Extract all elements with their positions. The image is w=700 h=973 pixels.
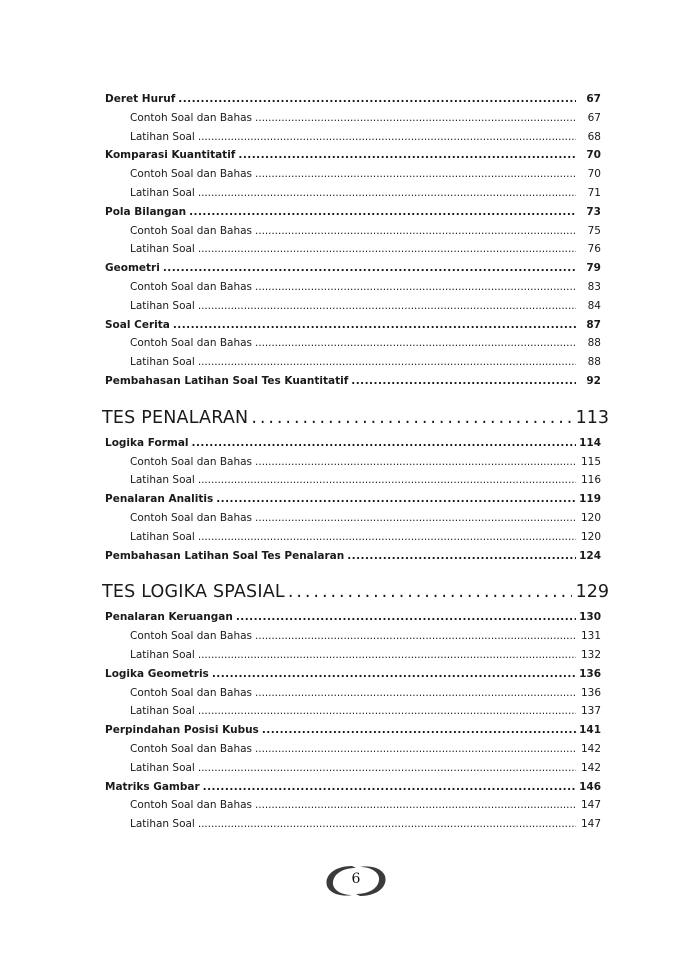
dot-leader xyxy=(255,334,576,353)
toc-entry-title: Komparasi Kuantitatif xyxy=(105,149,236,162)
dot-leader xyxy=(255,222,576,241)
toc-sub-entry xyxy=(105,128,601,147)
toc-entry-page-number: 113 xyxy=(575,407,609,428)
dot-leader xyxy=(198,759,576,778)
toc-entry-title: Matriks Gambar xyxy=(105,780,200,793)
dot-leader xyxy=(255,796,576,815)
toc-sub-entry xyxy=(105,109,601,128)
toc-entry-title: Contoh Soal dan Bahas xyxy=(130,455,253,468)
toc-entry-title: Pembahasan Latihan Soal Tes Kuantitatif xyxy=(105,374,349,387)
dot-leader xyxy=(198,297,576,316)
toc-sub-entry xyxy=(105,796,601,815)
toc-entry-page-number: 73 xyxy=(586,205,601,218)
toc-sub-entry xyxy=(105,684,601,703)
toc-entry-title: Latihan Soal xyxy=(130,818,195,831)
toc-entry-page-number: 79 xyxy=(586,262,601,275)
toc-entry-title: Contoh Soal dan Bahas xyxy=(130,630,253,643)
toc-entry-page-number: 115 xyxy=(580,455,601,468)
dot-leader xyxy=(238,146,576,165)
toc-entry-title: Perpindahan Posisi Kubus xyxy=(105,724,259,737)
toc-entry-page-number: 70 xyxy=(587,168,601,181)
toc-entry-title: Latihan Soal xyxy=(130,356,195,369)
toc-entry-page-number: 136 xyxy=(580,686,601,699)
dot-leader xyxy=(173,316,576,335)
toc-entry-title: Latihan Soal xyxy=(130,186,195,199)
toc-entry-page-number: 87 xyxy=(586,318,601,331)
toc-entry-page-number: 116 xyxy=(580,474,601,487)
toc-chapter-entry xyxy=(102,404,609,432)
dot-leader xyxy=(255,109,576,128)
dot-leader xyxy=(198,184,576,203)
dot-leader xyxy=(351,372,576,391)
dot-leader xyxy=(216,490,576,509)
toc-entry-page-number: 120 xyxy=(580,530,601,543)
toc-entry-page-number: 92 xyxy=(586,374,601,387)
table-of-contents xyxy=(102,90,609,834)
toc-entry-title: Contoh Soal dan Bahas xyxy=(130,511,253,524)
dot-leader xyxy=(255,509,576,528)
dot-leader xyxy=(288,578,572,606)
toc-sub-entry xyxy=(105,222,601,241)
toc-sub-entry xyxy=(105,646,601,665)
toc-sub-entry xyxy=(105,353,601,372)
toc-entry-page-number: 83 xyxy=(587,280,601,293)
toc-sub-entry xyxy=(105,334,601,353)
toc-entry-title: Contoh Soal dan Bahas xyxy=(130,799,253,812)
toc-entry-page-number: 88 xyxy=(587,337,601,350)
dot-leader xyxy=(198,815,576,834)
dot-leader xyxy=(198,702,576,721)
toc-entry-title: Pola Bilangan xyxy=(105,205,187,218)
toc-entry-page-number: 142 xyxy=(580,761,601,774)
chapter-spacer xyxy=(105,391,601,404)
dot-leader xyxy=(255,684,576,703)
toc-sub-entry xyxy=(105,702,601,721)
toc-entry-title: Latihan Soal xyxy=(130,130,195,143)
toc-entry-page-number: 136 xyxy=(579,667,601,680)
dot-leader xyxy=(198,646,576,665)
toc-entry-title: Latihan Soal xyxy=(130,530,195,543)
toc-entry-page-number: 141 xyxy=(579,724,601,737)
toc-section-entry xyxy=(105,778,601,797)
toc-section-entry xyxy=(105,547,601,566)
toc-section-entry xyxy=(105,90,601,109)
toc-section-entry xyxy=(105,721,601,740)
dot-leader xyxy=(198,353,576,372)
toc-entry-title: Contoh Soal dan Bahas xyxy=(130,168,253,181)
dot-leader xyxy=(212,665,576,684)
toc-entry-title: Geometri xyxy=(105,262,160,275)
toc-entry-title: Deret Huruf xyxy=(105,93,176,105)
toc-entry-title: Soal Cerita xyxy=(105,318,170,331)
toc-entry-page-number: 67 xyxy=(587,111,601,124)
toc-entry-page-number: 130 xyxy=(579,611,601,624)
dot-leader xyxy=(203,778,576,797)
page-footer xyxy=(322,862,390,900)
dot-leader xyxy=(192,434,576,453)
dot-leader xyxy=(178,90,576,109)
toc-entry-title: Latihan Soal xyxy=(130,243,195,256)
toc-sub-entry xyxy=(105,240,601,259)
toc-entry-title: Penalaran Keruangan xyxy=(105,611,233,624)
toc-entry-title: Contoh Soal dan Bahas xyxy=(130,742,253,755)
toc-entry-title: Contoh Soal dan Bahas xyxy=(130,280,253,293)
toc-entry-title: Latihan Soal xyxy=(130,648,195,661)
toc-sub-entry xyxy=(105,165,601,184)
dot-leader xyxy=(163,259,576,278)
toc-entry-page-number: 68 xyxy=(587,130,601,143)
toc-entry-page-number: 142 xyxy=(580,742,601,755)
dot-leader xyxy=(198,528,576,547)
toc-entry-title: Contoh Soal dan Bahas xyxy=(130,686,253,699)
chapter-spacer xyxy=(105,565,601,578)
toc-sub-entry xyxy=(105,471,601,490)
dot-leader xyxy=(347,547,576,566)
toc-sub-entry xyxy=(105,740,601,759)
toc-section-entry xyxy=(105,434,601,453)
toc-sub-entry xyxy=(105,759,601,778)
toc-entry-page-number: 132 xyxy=(580,648,601,661)
toc-chapter-entry xyxy=(102,578,609,606)
toc-entry-page-number: 114 xyxy=(579,436,601,449)
toc-entry-title: Logika Geometris xyxy=(105,667,209,680)
toc-entry-title: Latihan Soal xyxy=(130,705,195,718)
dot-leader xyxy=(255,278,576,297)
toc-entry-page-number: 119 xyxy=(579,493,601,506)
dot-leader xyxy=(198,471,576,490)
toc-section-entry xyxy=(105,203,601,222)
toc-sub-entry xyxy=(105,453,601,472)
toc-section-entry xyxy=(105,490,601,509)
toc-sub-entry xyxy=(105,297,601,316)
toc-entry-title: Penalaran Analitis xyxy=(105,493,214,506)
toc-entry-title: Logika Formal xyxy=(105,436,189,449)
toc-entry-page-number: 75 xyxy=(587,224,601,237)
toc-sub-entry xyxy=(105,509,601,528)
toc-section-entry xyxy=(105,316,601,335)
toc-section-entry xyxy=(105,259,601,278)
dot-leader xyxy=(255,740,576,759)
toc-entry-page-number: 147 xyxy=(580,799,601,812)
dot-leader xyxy=(255,627,576,646)
toc-entry-title: TES PENALARAN xyxy=(102,407,249,428)
toc-entry-page-number: 146 xyxy=(579,780,601,793)
toc-entry-title: Contoh Soal dan Bahas xyxy=(130,224,253,237)
dot-leader xyxy=(198,128,576,147)
dot-leader xyxy=(198,240,576,259)
toc-entry-page-number: 137 xyxy=(580,705,601,718)
toc-entry-page-number: 131 xyxy=(580,630,601,643)
toc-sub-entry xyxy=(105,528,601,547)
toc-entry-page-number: 129 xyxy=(575,582,609,603)
toc-entry-page-number: 124 xyxy=(579,549,601,562)
dot-leader xyxy=(255,453,576,472)
toc-entry-title: Contoh Soal dan Bahas xyxy=(130,111,253,124)
toc-entry-title: Contoh Soal dan Bahas xyxy=(130,337,253,350)
toc-section-entry xyxy=(105,665,601,684)
toc-section-entry xyxy=(105,372,601,391)
toc-sub-entry xyxy=(105,278,601,297)
toc-sub-entry xyxy=(105,184,601,203)
toc-entry-page-number: 84 xyxy=(587,299,601,312)
page-number: 6 xyxy=(351,871,361,887)
toc-entry-title: Latihan Soal xyxy=(130,761,195,774)
toc-entry-title: Pembahasan Latihan Soal Tes Penalaran xyxy=(105,549,345,562)
toc-entry-title: Latihan Soal xyxy=(130,474,195,487)
toc-entry-page-number: 76 xyxy=(587,243,601,256)
dot-leader xyxy=(236,608,576,627)
toc-entry-page-number: 67 xyxy=(586,93,601,105)
toc-sub-entry xyxy=(105,815,601,834)
toc-entry-page-number: 120 xyxy=(580,511,601,524)
dot-leader xyxy=(262,721,576,740)
toc-section-entry xyxy=(105,608,601,627)
toc-entry-title: Latihan Soal xyxy=(130,299,195,312)
toc-sub-entry xyxy=(105,627,601,646)
toc-entry-page-number: 70 xyxy=(586,149,601,162)
toc-entry-page-number: 71 xyxy=(587,186,601,199)
toc-section-entry xyxy=(105,146,601,165)
dot-leader xyxy=(251,404,572,432)
toc-entry-page-number: 88 xyxy=(587,356,601,369)
dot-leader xyxy=(255,165,576,184)
dot-leader xyxy=(189,203,576,222)
toc-entry-title: TES LOGIKA SPASIAL xyxy=(102,582,285,603)
toc-entry-page-number: 147 xyxy=(580,818,601,831)
